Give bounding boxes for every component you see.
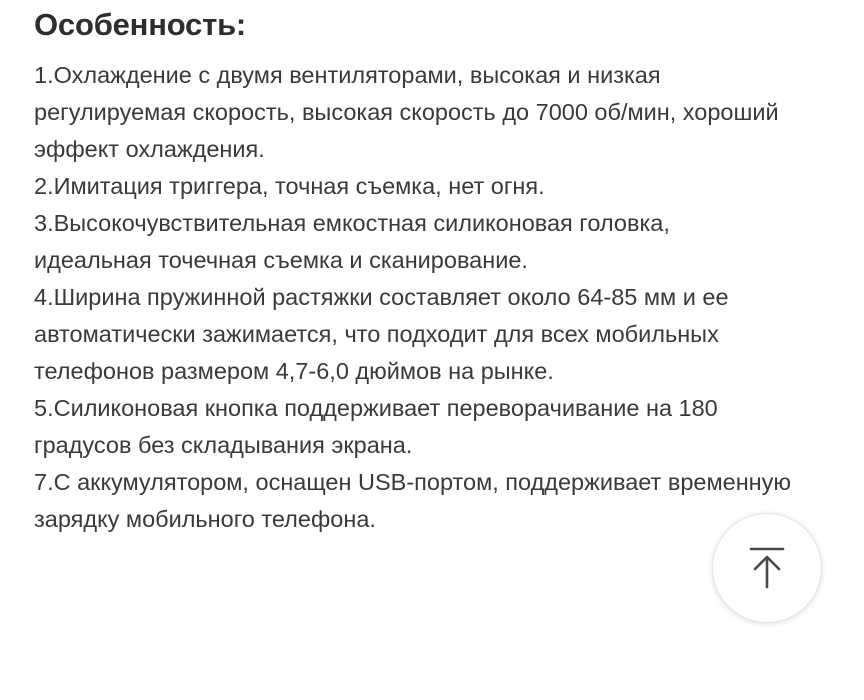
- feature-paragraph-3: 3.Высокочувствительная емкостная силиконовая головка, идеальная точечная съемка и сканирование.: [34, 210, 670, 274]
- arrow-up-to-line-icon: [745, 544, 789, 592]
- feature-paragraph-5: 5.Силиконовая кнопка поддерживает переворачивание на 180 градусов без складывания экрана.: [34, 395, 718, 459]
- feature-paragraph-2: 2.Имитация триггера, точная съемка, нет огня.: [34, 173, 545, 200]
- page-title: Особенность:: [34, 7, 247, 42]
- feature-paragraph-4: 4.Ширина пружинной растяжки составляет около 64-85 мм и ее автоматически зажимается, что подходит для всех мобильных телефонов размером 4,7-6,0 дюймов на рынке.: [34, 284, 729, 385]
- feature-paragraph-6: 7.С аккумулятором, оснащен USB-портом, поддерживает временную зарядку мобильного телефона.: [34, 469, 792, 533]
- scroll-to-top-button[interactable]: [712, 513, 822, 623]
- feature-paragraph-1: 1.Охлаждение с двумя вентиляторами, высокая и низкая регулируемая скорость, высокая скорость до 7000 об/мин, хороший эффект охлаждения.: [34, 62, 779, 163]
- document-content: [34, 0, 824, 538]
